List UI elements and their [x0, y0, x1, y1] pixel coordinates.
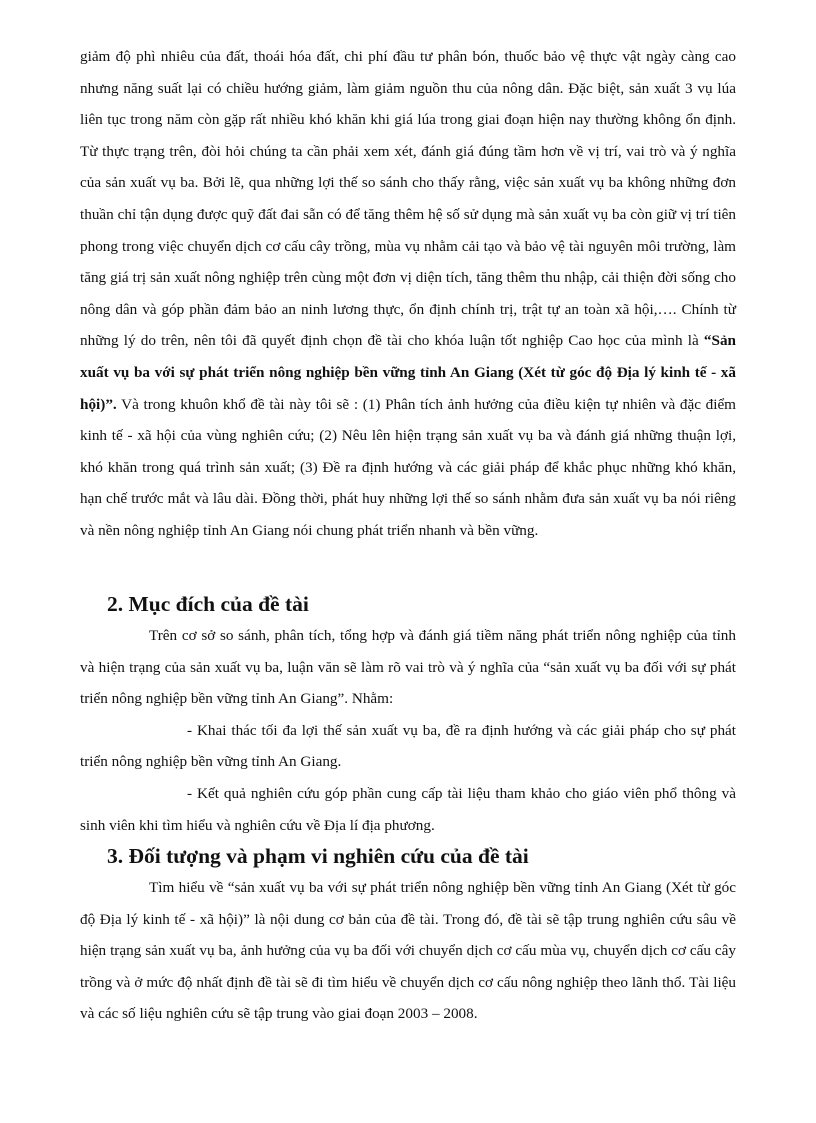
intro-text-start: giảm độ phì nhiêu của đất, thoái hóa đất, chi phí đầu tư phân bón, thuốc bảo vệ thực vật ngày càng cao nhưng năng suất lại có chiều hướng giảm, làm giảm nguồn thu của nông dân. Đặc biệt, sản xuất 3 vụ lúa liên tục trong năm còn gặp rất nhiều khó khăn khi giá lúa trong giai đoạn hiện nay thường không ổn định. Từ thực trạng trên, đòi hỏi chúng ta cần phải xem xét, đánh giá đúng tầm hơn về vị trí, vai trò và ý nghĩa của sản xuất vụ ba. Bởi lẽ, qua những lợi thế so sánh cho thấy rằng, việc sản xuất vụ ba không những đơn thuần chỉ tận dụng được quỹ đất đai sẵn có để tăng thêm hệ số sử dụng mà sản xuất vụ ba còn giữ vị trí tiên phong trong việc chuyển dịch cơ cấu cây trồng, mùa vụ nhằm cải tạo và bảo vệ tài nguyên môi trường, làm tăng giá trị sản xuất nông nghiệp trên cùng một đơn vị diện tích, tăng thêm thu nhập, cải thiện đời sống cho nông dân và góp phần đảm bảo an ninh lương thực, ổn định chính trị, trật tự an toàn xã hội,…. Chính từ những lý do trên, nên tôi đã quyết định chọn đề tài cho khóa luận tốt nghiệp Cao học của mình là: [80, 48, 736, 350]
section-2-bullet-1: - Khai thác tối đa lợi thế sản xuất vụ ba, đề ra định hướng và các giải pháp cho sự phát triển nông nghiệp bền vững tỉnh An Giang.: [80, 721, 736, 771]
section-3-body: [80, 872, 736, 1030]
thesis-title: “Sản xuất vụ ba với sự phát triển nông nghiệp bền vững tỉnh An Giang (Xét từ góc độ Địa lý kinh tế - xã hội)”.: [80, 332, 736, 413]
intro-paragraph: [80, 41, 736, 547]
section-3-paragraph: Tìm hiểu về “sản xuất vụ ba với sự phát triển nông nghiệp bền vững tỉnh An Giang (Xét từ góc độ Địa lý kinh tế - xã hội)” là nội dung cơ bản của đề tài. Trong đó, đề tài sẽ tập trung nghiên cứu sâu về hiện trạng sản xuất vụ ba, ảnh hưởng của vụ ba đối với chuyển dịch cơ cấu mùa vụ, chuyển dịch cơ cấu cây trồng và ở mức độ nhất định đề tài sẽ đi tìm hiểu về chuyển dịch cơ cấu nông nghiệp theo lãnh thổ. Tài liệu và các số liệu nghiên cứu sẽ tập trung vào giai đoạn 2003 – 2008.: [80, 879, 736, 1023]
section-3-heading: 3. Đối tượng và phạm vi nghiên cứu của đề tài: [107, 844, 529, 868]
section-2-heading: 2. Mục đích của đề tài: [107, 592, 309, 616]
section-2-bullet-2: - Kết quả nghiên cứu góp phần cung cấp tài liệu tham khảo cho giáo viên phổ thông và sinh viên khi tìm hiểu và nghiên cứu về Địa lí địa phương.: [80, 784, 736, 834]
section-2-paragraph: Trên cơ sở so sánh, phân tích, tổng hợp và đánh giá tiềm năng phát triển nông nghiệp của tỉnh và hiện trạng của sản xuất vụ ba, luận văn sẽ làm rõ vai trò và ý nghĩa của “sản xuất vụ ba đối với sự phát triển nông nghiệp bền vững tỉnh An Giang”. Nhằm:: [80, 627, 736, 708]
intro-text-end: Và trong khuôn khổ đề tài này tôi sẽ : (1) Phân tích ảnh hưởng của điều kiện tự nhiên và đặc điểm kinh tế - xã hội của vùng nghiên cứu; (2) Nêu lên hiện trạng sản xuất vụ ba và đánh giá những thuận lợi, khó khăn trong quá trình sản xuất; (3) Đề ra định hướng và các giải pháp để khắc phục những khó khăn, hạn chế trước mắt và lâu dài. Đồng thời, phát huy những lợi thế so sánh nhằm đưa sản xuất vụ ba nói riêng và nền nông nghiệp tỉnh An Giang nói chung phát triển nhanh và bền vững.: [80, 395, 736, 539]
intro-block: [80, 41, 736, 547]
section-2-body: [80, 620, 736, 841]
